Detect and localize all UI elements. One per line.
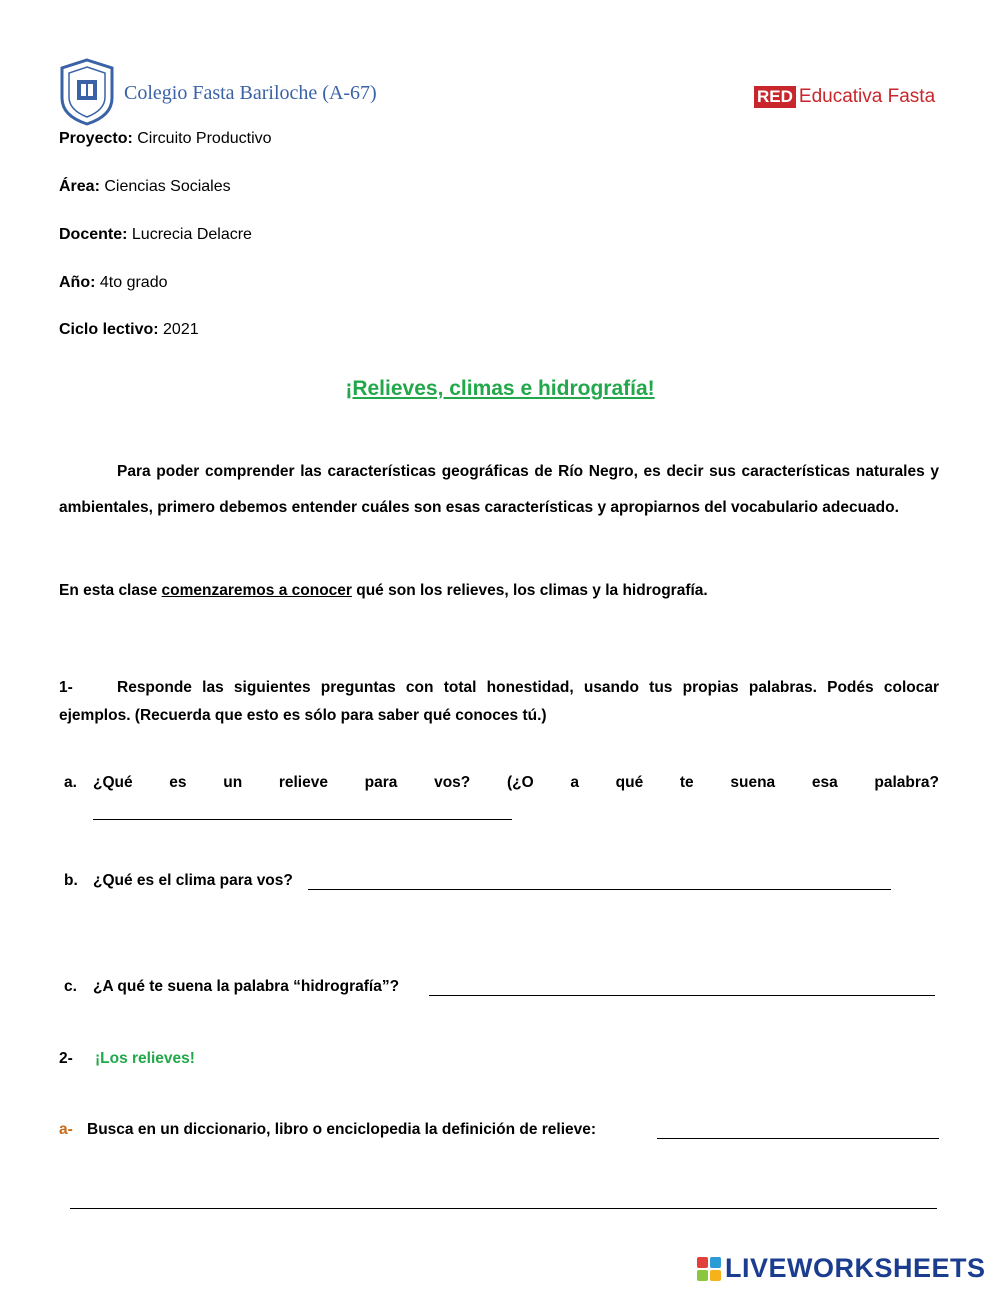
meta-value: Lucrecia Delacre [127,226,252,243]
intro-paragraph [59,454,939,526]
question-number: 1- [59,679,73,696]
liveworksheets-text: LIVEWORKSHEETS [725,1253,986,1283]
question-2a-text: Busca en un diccionario, libro o enciclopedia la definición de relieve: [87,1121,597,1138]
school-name: Colegio Fasta Bariloche (A-67) [124,82,377,104]
liveworksheets-icon [697,1257,721,1281]
class-text-after: qué son los relieves, los climas y la hidrografía. [351,582,708,599]
network-name: Educativa Fasta [798,86,936,107]
meta-label: Año: [59,274,96,291]
meta-project [59,130,272,148]
red-educativa-logo [754,86,935,108]
liveworksheets-watermark [697,1253,986,1284]
question-1a-text: ¿Qué es un relieve para vos? (¿O a qué te suena esa palabra? [93,774,939,791]
question-2-heading: ¡Los relieves! [95,1050,195,1067]
red-badge: RED [754,86,796,108]
meta-label: Ciclo lectivo: [59,321,159,338]
question-2-number: 2- [59,1050,73,1067]
answer-line-1a[interactable] [93,818,512,820]
question-1 [59,674,939,730]
meta-label: Proyecto: [59,130,133,147]
school-logo [58,58,116,126]
meta-label: Área: [59,178,100,195]
page-title: ¡Relieves, climas e hidrografía! [345,377,655,400]
question-1b-text: ¿Qué es el clima para vos? [93,872,293,889]
class-statement [59,582,708,600]
answer-line-1c[interactable] [429,994,935,996]
meta-area [59,178,231,196]
class-text-underlined: comenzaremos a conocer [161,582,352,599]
meta-value: Circuito Productivo [132,130,272,147]
meta-label: Docente: [59,226,128,243]
meta-value: Ciencias Sociales [99,178,231,195]
school-seal-icon [58,58,116,126]
intro-text: Para poder comprender las características geográficas de Río Negro, es decir sus características naturales y ambientales, primero debemos entender cuáles son esas características y apropiarnos del vocabulario adecuado. [59,463,939,516]
class-text-before: En esta clase [59,582,162,599]
meta-school-year [59,321,199,339]
meta-value: 2021 [158,321,199,338]
answer-line-2a[interactable] [657,1137,939,1139]
item-label-a: a. [64,774,77,791]
answer-line-2a-continued[interactable] [70,1207,937,1209]
answer-line-1b[interactable] [308,888,891,890]
meta-teacher [59,226,252,244]
meta-year [59,274,168,292]
meta-value: 4to grado [95,274,168,291]
item-label-c: c. [64,978,77,995]
item-label-b: b. [64,872,78,889]
question-1-text: Responde las siguientes preguntas con total honestidad, usando tus propias palabras. Podés colocar ejemplos. (Recuerda que esto es sólo para saber qué conoces tú.) [59,679,939,724]
item-label-2a: a- [59,1121,73,1138]
question-1c-text: ¿A qué te suena la palabra “hidrografía”? [93,978,400,995]
